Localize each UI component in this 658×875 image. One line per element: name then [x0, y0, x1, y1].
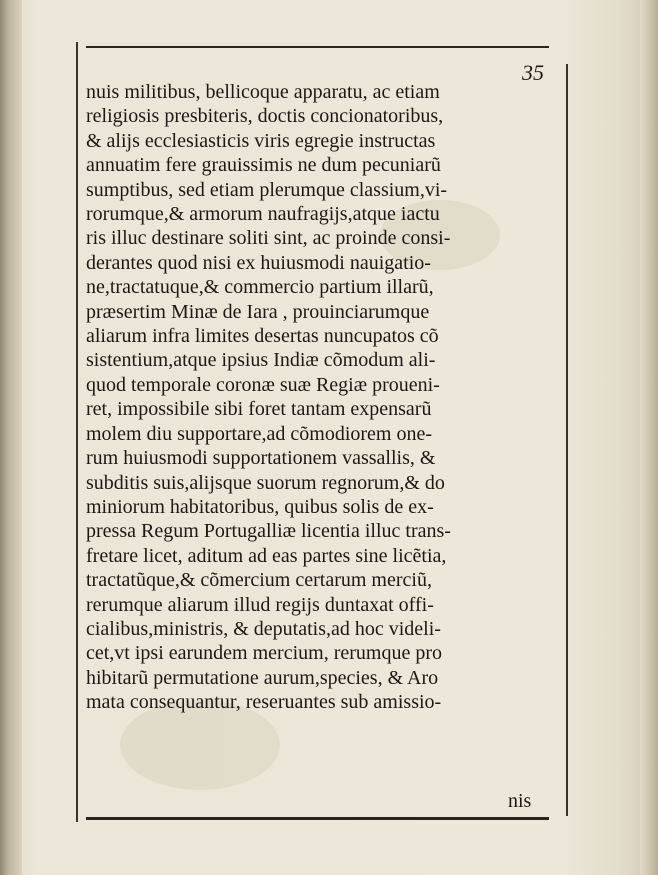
page-number: 35 [522, 60, 544, 85]
text-line: ris illuc destinare soliti sint, ac proinde consi- [86, 227, 451, 250]
text-line: quod temporale coronæ suæ Regiæ proueni- [86, 373, 440, 396]
text-line: nuis militibus, bellicoque apparatu, ac etiam [86, 81, 440, 103]
text-line: sistentium,atque ipsius Indiæ cõmodum ali- [86, 349, 436, 372]
text-line: miniorum habitatoribus, quibus solis de ex- [86, 495, 434, 518]
text-line: molem diu supportare,ad cõmodiorem one- [86, 422, 433, 445]
page-gutter-shadow [0, 0, 22, 875]
text-line: religiosis presbiteris, doctis concionatoribus, [86, 105, 444, 128]
catchword: nis [508, 790, 532, 812]
text-line: rum huiusmodi supportationem vassallis, & [86, 447, 436, 470]
page-edge-shadow [640, 0, 658, 875]
text-line: aliarum infra limites desertas nuncupatos cõ [86, 325, 439, 348]
body-text [86, 80, 570, 715]
text-line: subditis suis,alijsque suorum regnorum,& do [86, 471, 445, 494]
text-line: ne,tractatuque,& commercio partium illarũ, [86, 276, 434, 299]
text-line: pressa Regum Portugalliæ licentia illuc trans- [86, 520, 451, 543]
bottom-border-rule [86, 817, 549, 820]
text-line: cialibus,ministris, & deputatis,ad hoc videli- [86, 617, 441, 640]
text-line: sumptibus, sed etiam plerumque classium,vi- [86, 178, 448, 201]
text-line: rorumque,& armorum naufragijs,atque iactu [86, 203, 440, 226]
text-line: rerumque aliarum illud regijs duntaxat offi- [86, 593, 434, 616]
text-line: ret, impossibile sibi foret tantam expensarũ [86, 398, 432, 421]
text-line: cet,vt ipsi earundem mercium, rerumque pro [86, 642, 442, 665]
text-line: tractatũque,& cõmercium certarum merciũ, [86, 569, 432, 592]
top-border-rule [86, 46, 549, 48]
left-border-rule [76, 42, 78, 822]
text-line: hibitarũ permutatione aurum,species, & Aro [86, 666, 439, 689]
text-line: annuatim fere grauissimis ne dum pecuniarũ [86, 154, 441, 177]
text-line: & alijs ecclesiasticis viris egregie instructas [86, 129, 436, 152]
text-line: mata consequantur, reseruantes sub amissio- [86, 691, 442, 714]
text-line: præsertim Minæ de Iara , prouinciarumque [86, 300, 430, 323]
text-line: fretare licet, aditum ad eas partes sine licẽtia, [86, 544, 447, 567]
text-line: derantes quod nisi ex huiusmodi nauigatio- [86, 251, 431, 274]
